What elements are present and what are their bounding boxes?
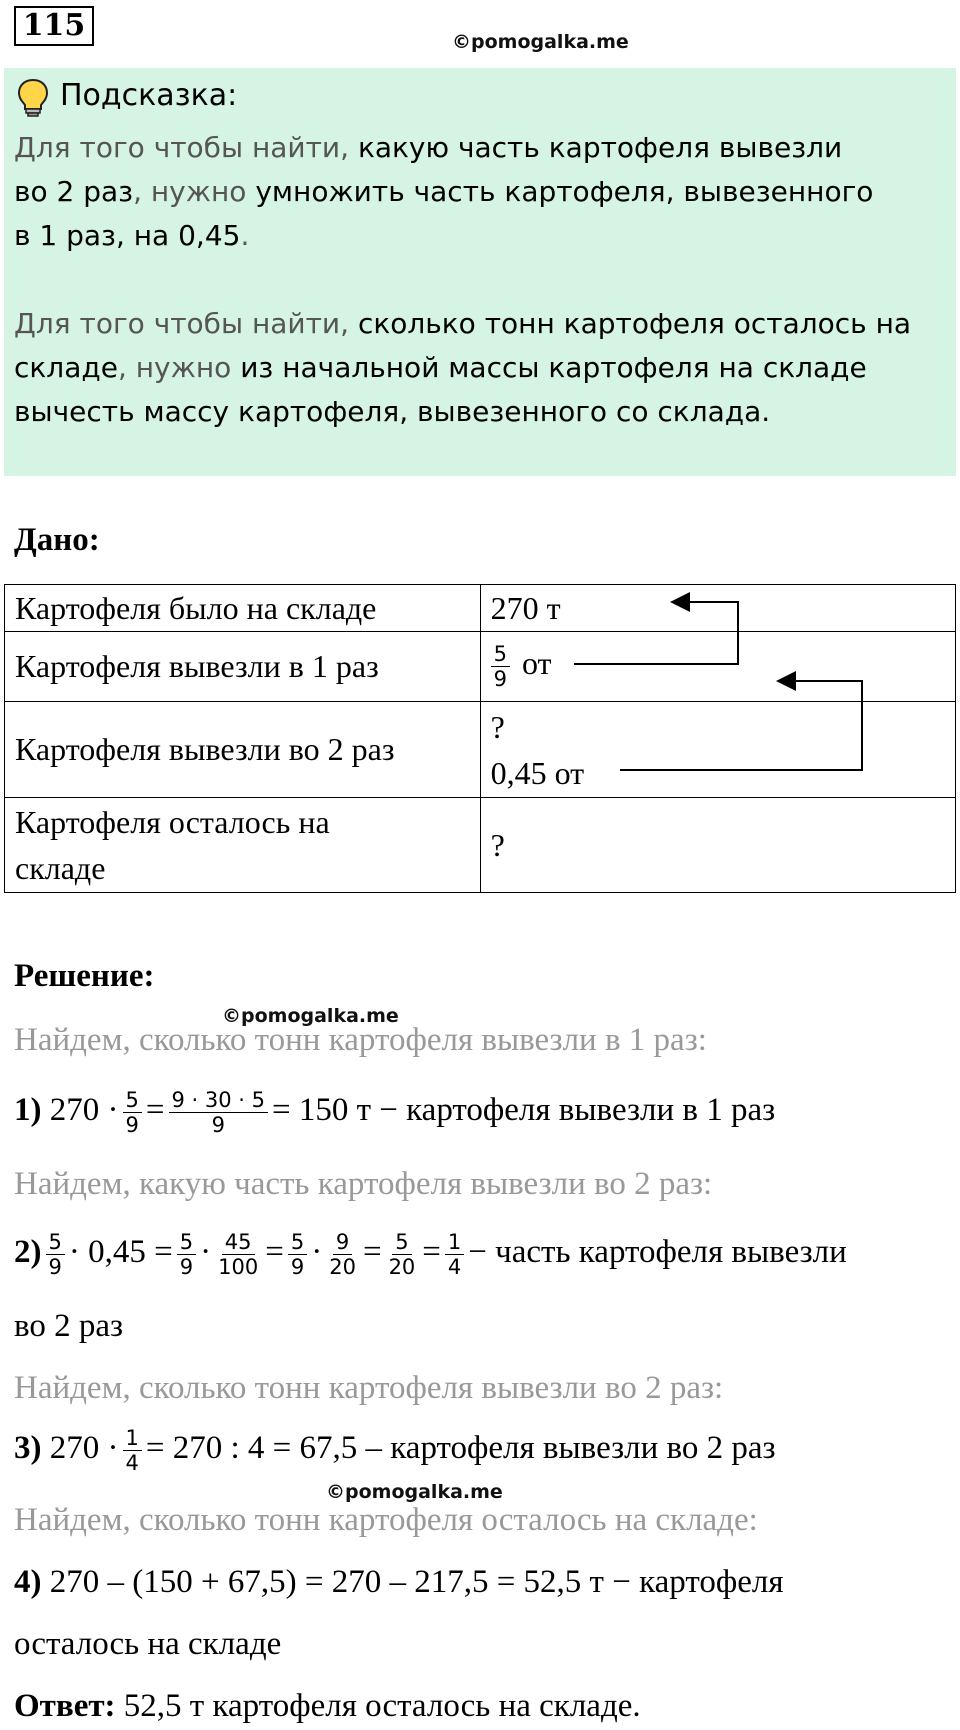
hint-text: .: [240, 219, 250, 252]
task-number: 115: [14, 6, 94, 46]
fraction: $\frac{5}{9}$: [123, 1088, 142, 1137]
fraction: $\frac{5}{9}$: [491, 642, 510, 691]
hint-text-bold: умножить часть картофеля, вывезенного: [255, 175, 874, 208]
value-line: 0,45 от: [490, 754, 585, 791]
table-cell-label: Картофеля вывезли в 1 раз: [5, 632, 481, 702]
fraction: $\frac{45}{100}$: [218, 1230, 259, 1279]
step-2-label: Найдем, какую часть картофеля вывезли во 2 раз:: [14, 1166, 713, 1202]
arrow-row2-to-row1: [574, 602, 738, 664]
table-cell-value: 270 т: [480, 585, 955, 632]
step-1-label: Найдем, сколько тонн картофеля вывезли в 1 раз:: [14, 1022, 707, 1058]
fraction: $\frac{9}{20}$: [329, 1230, 356, 1279]
value-line: ?: [490, 708, 505, 745]
hint-text: , нужно: [133, 175, 256, 208]
hint-text-bold: складе: [14, 351, 118, 384]
hint-text-bold: во 2 раз: [14, 175, 134, 208]
fraction: $\frac{5}{9}$: [177, 1230, 196, 1279]
given-title: Дано:: [14, 522, 100, 558]
label-line: Картофеля осталось на: [15, 804, 330, 840]
step-1: 1) 270 · $\frac{5}{9}$ = $\frac{9 \cdot 30 \cdot 5}{9}$ = 150 т − картофеля вывезли в 1 раз: [14, 1088, 776, 1137]
hint-text: Для того чтобы найти,: [14, 131, 358, 164]
fraction: $\frac{5}{9}$: [288, 1230, 307, 1279]
step-3-label: Найдем, сколько тонн картофеля вывезли во 2 раз:: [14, 1370, 724, 1406]
fraction: $\frac{1}{4}$: [445, 1230, 464, 1279]
hint-text-bold: вычесть массу картофеля, вывезенного со склада.: [14, 395, 771, 428]
arrow-row3-to-row2: [620, 681, 862, 770]
hint-text: Для того чтобы найти,: [14, 307, 358, 340]
step-4-continued: осталось на складе: [14, 1626, 282, 1662]
step-2: 2) $\frac{5}{9}$ · 0,45 = $\frac{5}{9}$ · $\frac{45}{100}$ = $\frac{5}{9}$ · $\frac{9}{20}$ = $\frac{5}{20}$ = $\frac{1}{4}$ − часть картофеля вывезли: [14, 1230, 847, 1279]
hint-title: Подсказка:: [60, 78, 238, 113]
watermark: ©pomogalka.me: [222, 1005, 399, 1027]
hint-text: , нужно: [117, 351, 241, 384]
table-cell-label: Картофеля вывезли во 2 раз: [5, 702, 481, 798]
hint-text-bold: сколько тонн картофеля осталось на: [357, 307, 912, 340]
fraction: $\frac{5}{9}$: [46, 1230, 65, 1279]
table-cell-value: ?: [480, 798, 955, 893]
watermark: ©pomogalka.me: [452, 31, 629, 53]
step-2-continued: во 2 раз: [14, 1308, 124, 1344]
table-cell-label: Картофеля было на складе: [5, 585, 481, 632]
fraction: $\frac{5}{20}$: [388, 1230, 416, 1279]
step-4: 4) 270 – (150 + 67,5) = 270 – 217,5 = 52,5 т − картофеля: [14, 1564, 784, 1600]
fraction: $\frac{9 \cdot 30 \cdot 5}{9}$: [169, 1088, 269, 1137]
step-3: 3) 270 · $\frac{1}{4}$ = 270 : 4 = 67,5 – картофеля вывезли во 2 раз: [14, 1426, 776, 1475]
answer: Ответ: 52,5 т картофеля осталось на складе.: [14, 1688, 641, 1724]
hint-text-bold: в 1 раз, на 0,45: [14, 219, 241, 252]
step-4-label: Найдем, сколько тонн картофеля осталось на складе:: [14, 1502, 758, 1538]
hint-text-bold: какую часть картофеля вывезли: [357, 131, 843, 164]
fraction: $\frac{1}{4}$: [123, 1426, 142, 1475]
label-line: складе: [15, 850, 106, 886]
solution-title: Решение:: [14, 958, 155, 994]
value-suffix: от: [521, 644, 552, 681]
hint-text-bold: из начальной массы картофеля на складе: [240, 351, 867, 384]
watermark: ©pomogalka.me: [326, 1481, 503, 1503]
